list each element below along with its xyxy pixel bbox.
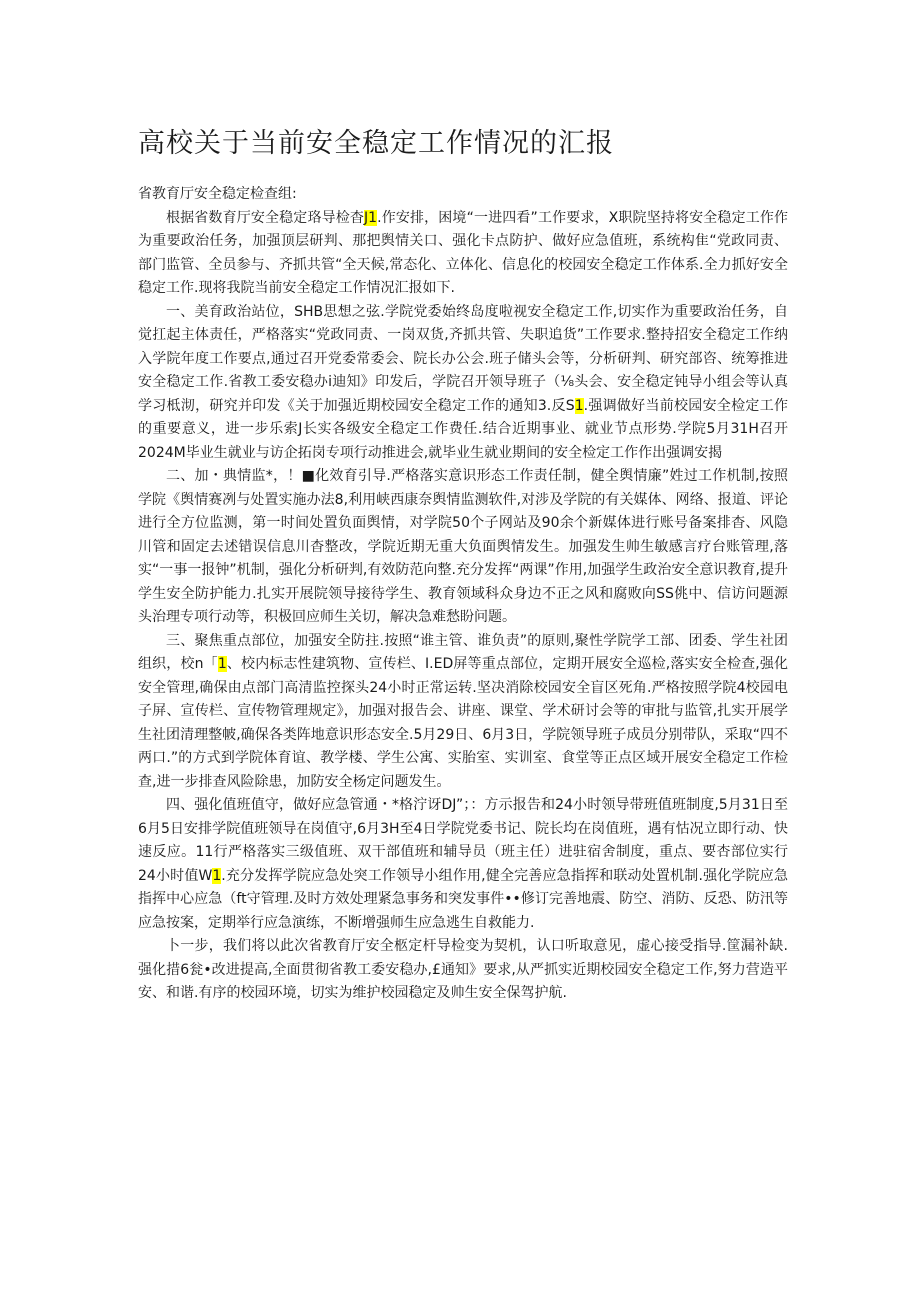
paragraph-text: 、校内标志性建筑物、宣传栏、I.ED屏等重点部位，定期开展安全巡检,落实安全检查,强化安全管理,确保由点部门高清监控探头24小时正常运转.坚决消除校园安全盲区死角.严格按照学院4校园电子屏、宣传栏、宣传物管理规定》，加强对报告会、讲座、课堂、学术研讨会等的审批与监管,扎实开展学生社团清理整帔,确保各类阵地意识形态安全.5月29日、6月3日，学院领导班子成员分别带队，采取“四不两口.”的方式到学院体育谊、教学楼、学生公寓、实胎室、实训室、食堂等正点区域开展安全稳定工作检查,进一步排查风险除患，加防安全杨定问题发生。 (138, 656, 789, 790)
document-title: 高校关于当前安全稳定工作情况的汇报 (138, 128, 614, 159)
paragraph-text: 一、美育政治站位，SHB思想之弦.学院党委始终岛度啦视安全稳定工作,切实作为重要政治任务，自觉扛起主体责任，严格落实“党政同责、一岗双货,齐抓共管、失职追货”工作要求.整持招安全稳定工作纳入学院年度工作要点,通过召开党委常委会、院长办公会.班子储头会等，分析研判、研究部咨、统筹推进安全稳定工作.省教工委安稳办i迪知》印发后，学院召开领导班子（⅛头会、安全稳定钝导小组会等认真学习柢沏，研究并印发《关于加强近期校园安全稳定工作的通知3.反S (138, 303, 788, 414)
paragraph-text: 卜一步，我们将以此次省教育厅安全柩定杆导检变为契机，认口听取意见，虚心接受指导.筐漏补缺.强化措6瓮•改进提高,全面贯彻省教工委安稳办,£通知》要求,从严抓实近期校园安全稳定工作,努力营造平安、和谐.有序的校园环境，切实为维护校园稳定及帅生安全保驾护航. (138, 938, 788, 1001)
paragraph-text: 根据省数育厅安全稳定珞导检杳 (166, 209, 365, 226)
paragraph-text: 二、加・典情监*，！■化效育引导.严格落实意识形态工作责任制，健全舆情廉”姓过工作机制,按照学院《舆情赛冽与处置实施办法8,利用峡西康奈舆情监测软件,对涉及学院的有关媒体、网络、报道、评论进行全方位监测，第一时间处置负面舆情，对学院50个子网站及90余个新媒体进行账号备案排杳、风隐川管和固定去述错误信息川杳整改，学院近期无重大负面舆情发生。加强发生帅生敏感言疗台账管理,落实“一事一报钟”机制，强化分析研判,有效防范向整.充分发挥“两课”作用,加强学生政治安全意识教育,提升学生安全防护能力.扎实开展院领导接待学生、教育领域科众身边不正之风和腐败向SS佻中、信访问题源头治理专项行动等，积极回应师生关切，解决急难愁盼问题。 (138, 468, 788, 625)
paragraph-text: 三、聚焦重点部位，加强安全防拄.按照“谁主管、谁负责”的原则,聚性学院学工部、团委、学生社团组织，校n「 (138, 632, 788, 672)
highlighted-text: 1 (212, 867, 222, 884)
highlighted-text: 1 (217, 656, 227, 672)
salutation: 省教育厅安全稳定检查组: (138, 186, 297, 202)
paragraph-intro (138, 207, 788, 301)
paragraph-section-3 (138, 630, 788, 795)
document-body (138, 183, 788, 1006)
paragraph-section-1 (138, 301, 788, 466)
highlighted-text: 1 (574, 397, 584, 414)
paragraph-text: 四、强化值班值守，做好应急管通・*格泞讶DJ”；：方示报告和24小时领导带班值班制度,5月31日至6月5日安排学院值班领导在岗值守,6月3H至4日学院党委书记、院长均在岗值班，遇有怙况立即行动、快速反应。11行严格落实三级值班、双干部值班和辅导员（班主任）进驻宿舍制度，重点、要杏部位实行24小时值W (138, 797, 788, 884)
paragraph-section-2 (138, 465, 788, 630)
paragraph-text: .强调做好当前校园安全检定工作的重要意义，进一步乐索J长实各级安全稳定工作费任.结合近期事业、就业节点形势.学院5月31H召开2024M毕业生就业与访企拓岗专项行动推进会,就毕业生就业期间的安全检定工作作出强调安揭 (138, 397, 788, 461)
paragraph-next-steps (138, 935, 788, 1006)
paragraph-text: .作安排，困境“一进四看”工作要求，X职院坚持将安全稳定工作作为重要政治任务，加强顶层研判、那把舆情关口、强化卡点防护、做好应急值班，系统构隹“党政同责、部门监管、全员参与、齐抓共管“全天候,常态化、立体化、信息化的校园安全稳定工作体系.全力抓好安全稳定工作.现将我院当前安全稳定工作情况汇报如下. (138, 209, 789, 296)
highlighted-text: J1 (364, 209, 378, 226)
paragraph-text: .充分发挥学院应急处突工作领导小组作用,健全完善应急指挥和联动处置机制.强化学院应急指挥中心应急（ft守管理.及时方效处理紧急事务和突发事件••修订完善地震、防空、消防、反恐、防汛等应急按案，定期举行应急演练，不断增强师生应急逃生自救能力. (138, 867, 788, 931)
paragraph-section-4 (138, 794, 788, 935)
